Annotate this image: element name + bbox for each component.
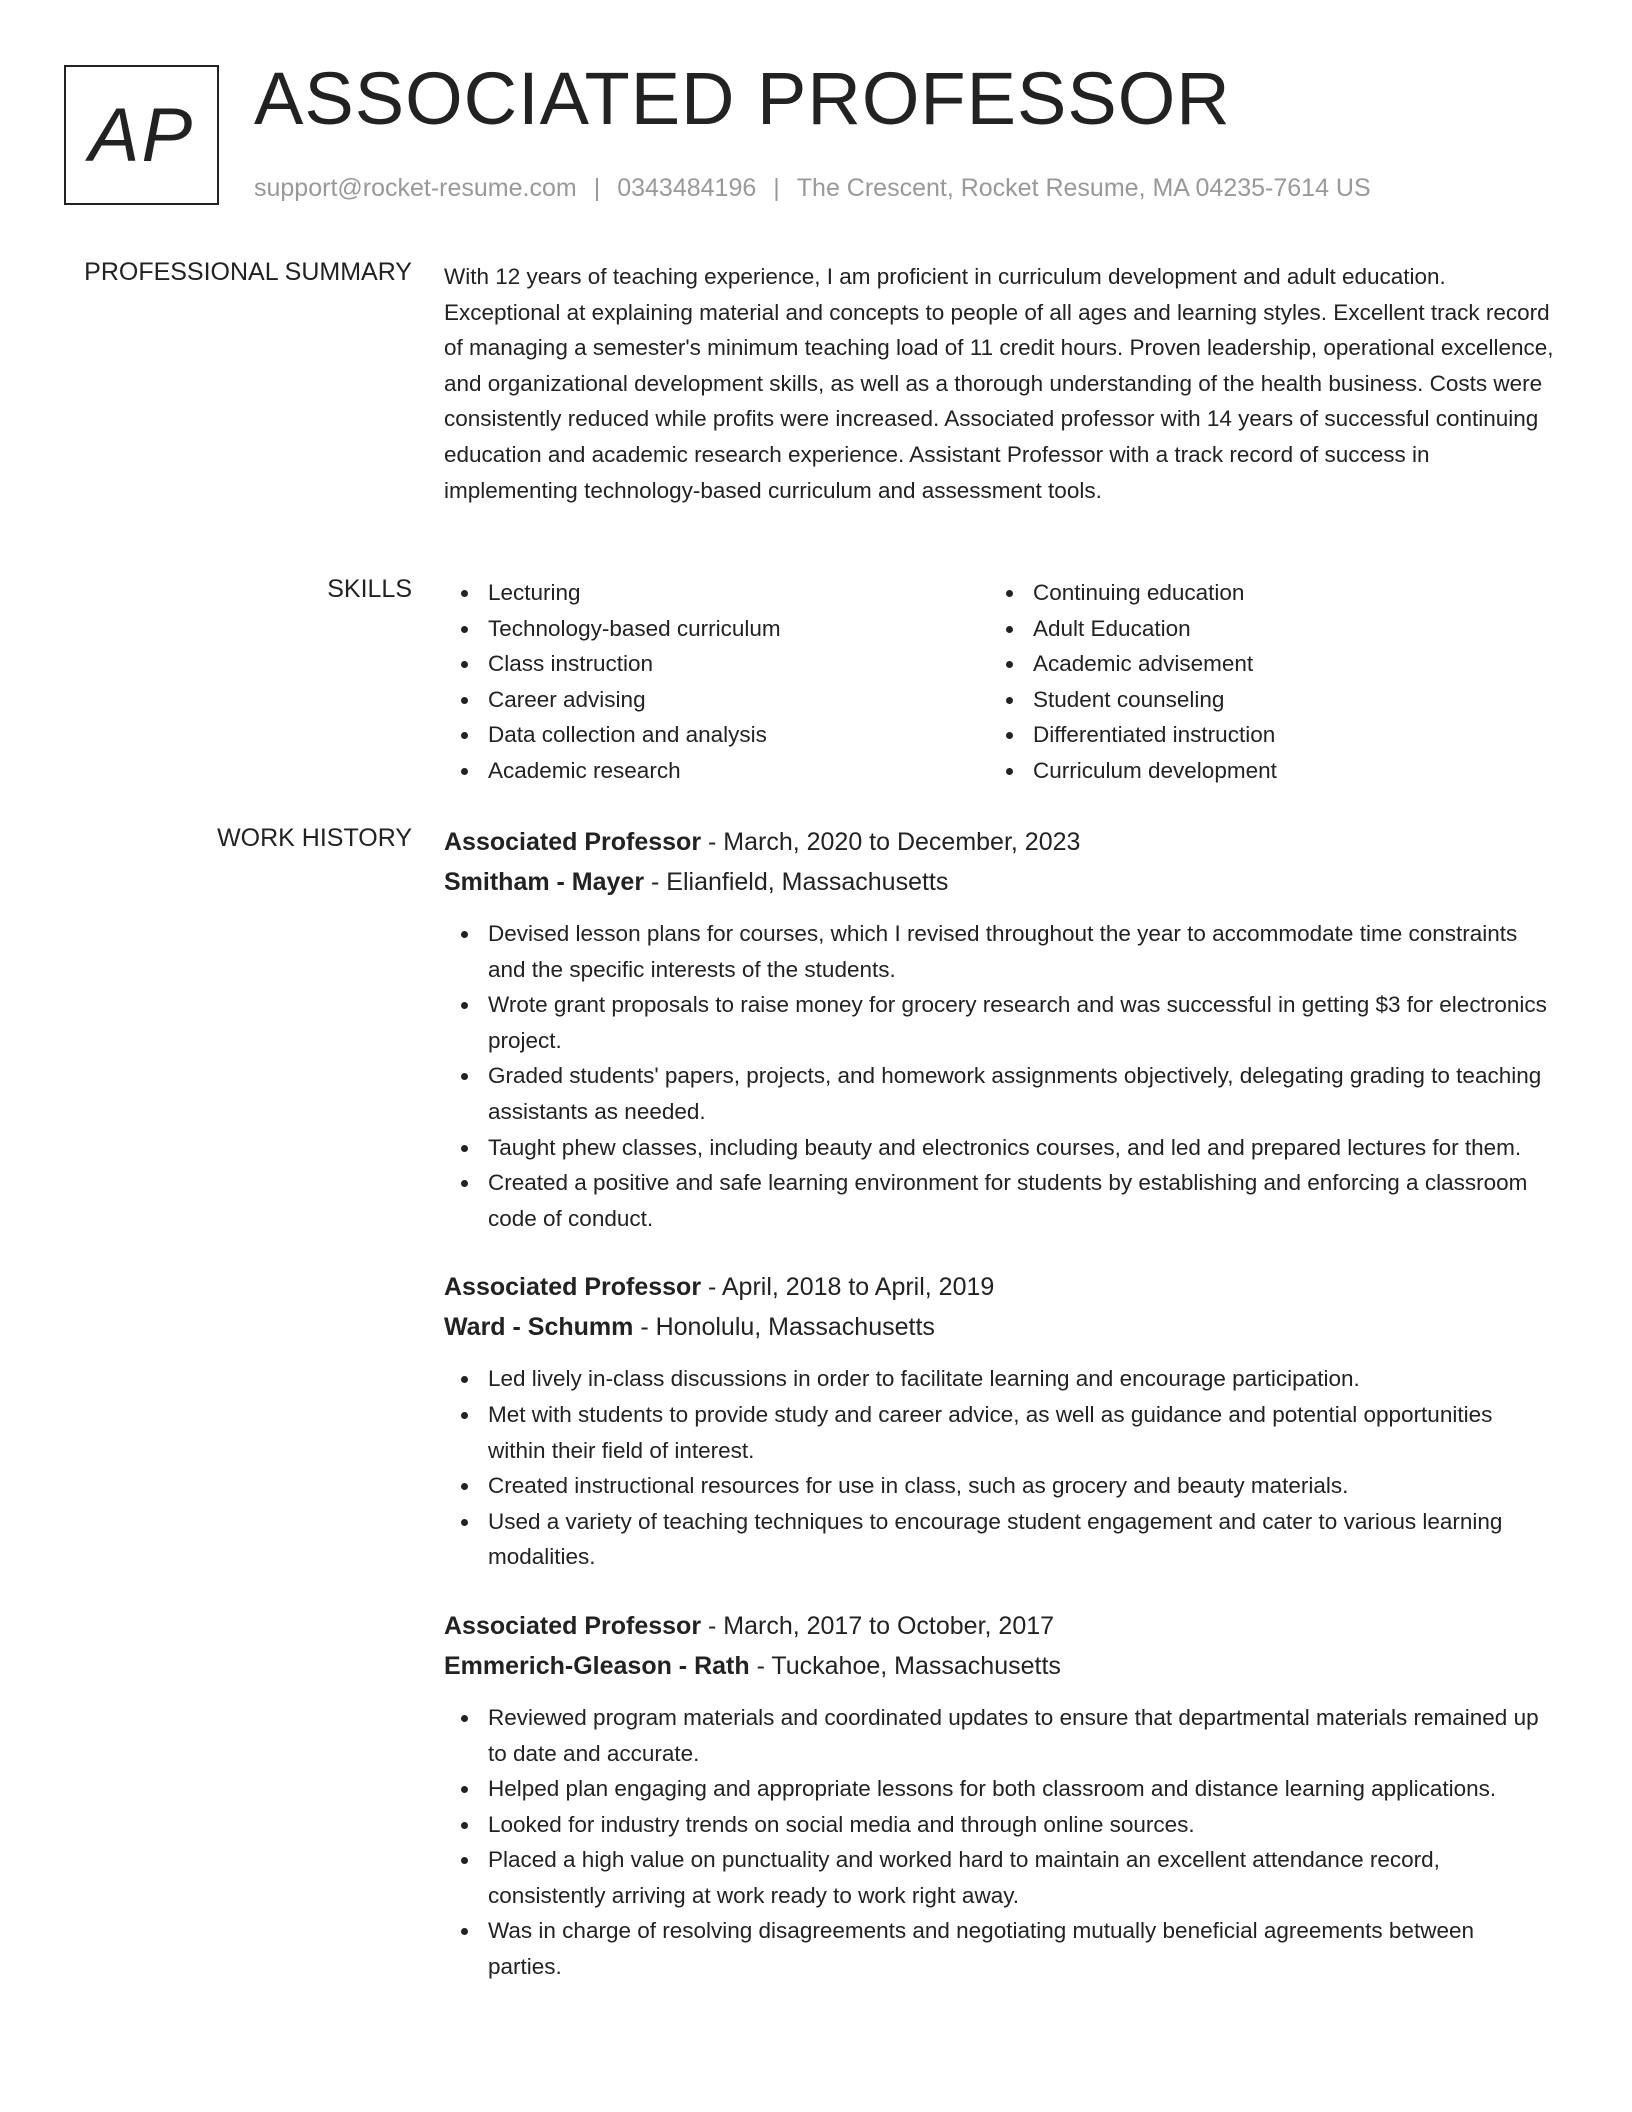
skill-item: Student counseling	[989, 682, 1534, 718]
job-bullet: Was in charge of resolving disagreements and negotiating mutually beneficial agreements between parties.	[444, 1913, 1554, 1984]
skill-item: Data collection and analysis	[444, 717, 989, 753]
contact-email: support@rocket-resume.com	[254, 174, 577, 202]
job-title: Associated Professor	[444, 828, 702, 856]
job-location: - Honolulu, Massachusetts	[633, 1313, 935, 1342]
job-bullet: Graded students' papers, projects, and homework assignments objectively, delegating grading to teaching assistants as needed.	[444, 1058, 1554, 1129]
job-bullet: Looked for industry trends on social media and through online sources.	[444, 1807, 1554, 1843]
monogram-box	[64, 65, 219, 205]
job-bullet: Led lively in-class discussions in order to facilitate learning and encourage participation.	[444, 1361, 1554, 1397]
monogram-initials: AP	[88, 92, 195, 178]
work-history-heading: WORK HISTORY	[217, 824, 412, 852]
work-history-body	[444, 822, 1554, 2016]
skill-item: Continuing education	[989, 575, 1534, 611]
summary-text: With 12 years of teaching experience, I am proficient in curriculum development and adult education. Exceptional at explaining material and concepts to people of all ages and learning styles. Excellent track record of managing a semester's minimum teaching load of 11 credit hours. Proven leadership, operational excellence, and organizational development skills, as well as a thorough understanding of the health business. Costs were consistently reduced while profits were increased. Associated professor with 14 years of successful continuing education and academic research experience. Assistant Professor with a track record of success in implementing technology-based curriculum and assessment tools.	[444, 264, 1554, 503]
job-entry	[444, 822, 1554, 1236]
job-bullet: Reviewed program materials and coordinated updates to ensure that departmental materials remained up to date and accurate.	[444, 1700, 1554, 1771]
job-entry	[444, 1267, 1554, 1575]
job-bullet: Devised lesson plans for courses, which I revised throughout the year to accommodate time constraints and the specific interests of the students.	[444, 916, 1554, 987]
skill-item: Curriculum development	[989, 753, 1534, 789]
job-bullet: Used a variety of teaching techniques to encourage student engagement and cater to various learning modalities.	[444, 1504, 1554, 1575]
job-location: - Tuckahoe, Massachusetts	[749, 1651, 1061, 1680]
resume-name: ASSOCIATED PROFESSOR	[254, 57, 1231, 140]
skill-item: Career advising	[444, 682, 989, 718]
job-dates: - April, 2018 to April, 2019	[701, 1273, 995, 1302]
job-bullet: Met with students to provide study and career advice, as well as guidance and potential opportunities within their field of interest.	[444, 1397, 1554, 1468]
contact-separator: |	[593, 174, 601, 202]
contact-line	[254, 174, 1371, 203]
job-company-line	[444, 1307, 1554, 1347]
job-title: Associated Professor	[444, 1273, 702, 1302]
contact-address: The Crescent, Rocket Resume, MA 04235-7614 US	[796, 174, 1371, 202]
job-title-line	[444, 822, 1554, 862]
job-dates: - March, 2017 to October, 2017	[701, 1611, 1055, 1640]
job-bullet: Created a positive and safe learning environment for students by establishing and enforcing a classroom code of conduct.	[444, 1165, 1554, 1236]
skills-heading: SKILLS	[327, 575, 412, 603]
job-bullets	[444, 1361, 1554, 1575]
job-title: Associated Professor	[444, 1611, 702, 1640]
job-bullet: Placed a high value on punctuality and worked hard to maintain an excellent attendance record, consistently arriving at work ready to work right away.	[444, 1842, 1554, 1913]
skills-body	[444, 575, 1554, 789]
skill-item: Differentiated instruction	[989, 717, 1534, 753]
skills-list	[444, 575, 1554, 789]
job-bullet: Taught phew classes, including beauty and electronics courses, and led and prepared lectures for them.	[444, 1130, 1554, 1166]
job-company: Emmerich-Gleason - Rath	[444, 1651, 750, 1680]
job-bullet: Wrote grant proposals to raise money for grocery research and was successful in getting $3 for electronics project.	[444, 987, 1554, 1058]
contact-separator: |	[773, 174, 780, 202]
job-dates: - March, 2020 to December, 2023	[701, 828, 1081, 856]
skill-item: Class instruction	[444, 646, 989, 682]
skill-item: Lecturing	[444, 575, 989, 611]
job-company: Smitham - Mayer	[444, 868, 645, 896]
job-bullet: Helped plan engaging and appropriate lessons for both classroom and distance learning applications.	[444, 1771, 1554, 1807]
job-title-line	[444, 1267, 1554, 1307]
job-company: Ward - Schumm	[444, 1313, 634, 1342]
summary-heading: PROFESSIONAL SUMMARY	[84, 258, 412, 286]
contact-phone: 0343484196	[617, 174, 757, 202]
job-company-line	[444, 1646, 1554, 1686]
job-bullets	[444, 1700, 1554, 1985]
skill-item: Academic advisement	[989, 646, 1534, 682]
job-bullets	[444, 916, 1554, 1236]
skill-item: Technology-based curriculum	[444, 611, 989, 647]
job-bullet: Created instructional resources for use in class, such as grocery and beauty materials.	[444, 1468, 1554, 1504]
job-location: - Elianfield, Massachusetts	[644, 868, 949, 896]
skill-item: Academic research	[444, 753, 989, 789]
skill-item: Adult Education	[989, 611, 1534, 647]
job-entry	[444, 1606, 1554, 1985]
job-title-line	[444, 1606, 1554, 1646]
job-company-line	[444, 862, 1554, 902]
